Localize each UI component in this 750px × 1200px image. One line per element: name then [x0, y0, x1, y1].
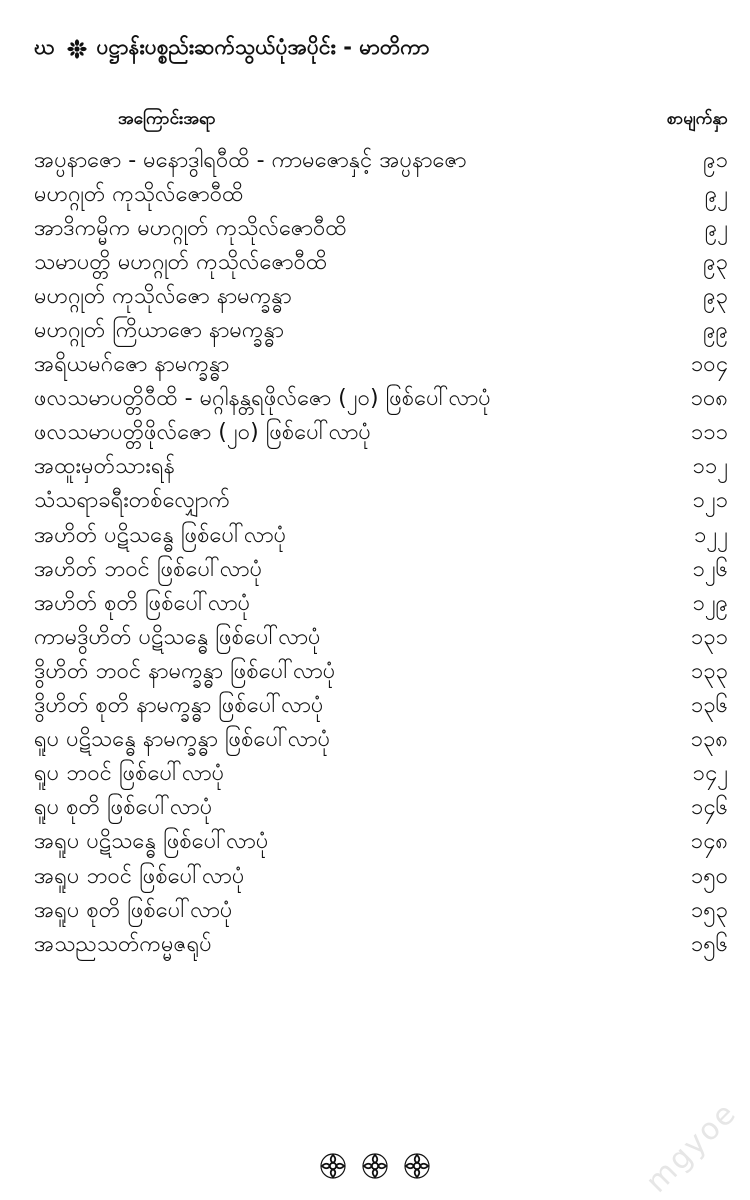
toc-entry-title: အရူပ ပဋိသန္ဓေ ဖြစ်ပေါ်လာပုံ [34, 829, 269, 855]
toc-entry [34, 894, 728, 928]
toc-entry [34, 451, 728, 485]
toc-entry-title: အာဒိကမ္မိက မဟဂ္ဂုတ် ကုသိုလ်ဇောဝီထိ [34, 215, 347, 241]
toc-entry-title: မဟဂ္ဂုတ် ကုသိုလ်ဇော နာမက္ခန္ဓာ [34, 283, 292, 309]
toc-entry-page: ၁၄၆ [690, 795, 728, 821]
toc-entry-title: မဟဂ္ဂုတ် ကြိယာဇော နာမက္ခန္ဓာ [34, 318, 284, 344]
toc-entry-title: ဖလသမာပတ္တိဖိုလ်ဇော (၂၀) ဖြစ်ပေါ်လာပုံ [34, 420, 371, 446]
toc-entry [34, 212, 728, 246]
toc-entry-title: အပ္ပနာဇော - မနောဒွါရဝီထိ - ကာမဇောနှင့် အပ္ပနာဇော [34, 147, 467, 173]
toc-entry-page: ၁၂၂ [694, 522, 728, 548]
toc-entry [34, 621, 728, 655]
toc-entry-page: ၁၃၈ [690, 727, 728, 753]
page-number: ဃ [34, 34, 55, 59]
toc-entry [34, 178, 728, 212]
contents-column-heading: အကြောင်းအရာ [118, 109, 216, 129]
toc-entry-title: မဟဂ္ဂုတ် ကုသိုလ်ဇောဝီထိ [34, 181, 244, 207]
toc-entry [34, 553, 728, 587]
page-column-heading: စာမျက်နှာ [666, 109, 728, 129]
toc-entry [34, 246, 728, 280]
flower-ornament-icon [361, 1152, 389, 1184]
toc-entry-page: ၉၂ [704, 181, 728, 207]
toc-entry-page: ၁၄၂ [692, 761, 728, 787]
toc-entry-page: ၉၂ [704, 215, 728, 241]
toc-entry-title: သမာပတ္တိ မဟဂ္ဂုတ် ကုသိုလ်ဇောဝီထိ [34, 249, 328, 275]
toc-entry [34, 519, 728, 553]
toc-entry [34, 587, 728, 621]
toc-entry-title: အရူပ ဘဝင် ဖြစ်ပေါ်လာပုံ [34, 863, 245, 889]
toc-entry [34, 314, 728, 348]
toc-entry-title: ရူပ ဘဝင် ဖြစ်ပေါ်လာပုံ [34, 761, 225, 787]
toc-entry [34, 826, 728, 860]
toc-entry-page: ၁၃၆ [690, 693, 728, 719]
toc-entry-page: ၉၃ [703, 249, 728, 275]
toc-entry [34, 383, 728, 417]
toc-entry-page: ၁၁၁ [690, 420, 728, 446]
toc-entry-title: ဒွိဟိတ် ဘဝင် နာမက္ခန္ဓာ ဖြစ်ပေါ်လာပုံ [34, 658, 336, 684]
toc-entry [34, 860, 728, 894]
toc-entry [34, 792, 728, 826]
watermark: mgyoe [639, 1095, 744, 1200]
toc-entry-title: ရူပ စုတိ ဖြစ်ပေါ်လာပုံ [34, 795, 213, 821]
footer-ornaments [0, 1152, 750, 1184]
toc-entry [34, 417, 728, 451]
toc-entry-title: သံသရာခရီးတစ်လျှောက် [34, 488, 231, 514]
flower-ornament-icon [319, 1152, 347, 1184]
toc-entry-page: ၁၃၃ [690, 658, 728, 684]
toc-entry [34, 758, 728, 792]
toc-entry [34, 928, 728, 962]
toc-entry-title: အဟိတ် စုတိ ဖြစ်ပေါ်လာပုံ [34, 590, 251, 616]
table-of-contents [34, 144, 728, 962]
toc-entry-page: ၁၃၁ [690, 624, 728, 650]
toc-entry [34, 655, 728, 689]
toc-entry [34, 280, 728, 314]
column-headings [34, 108, 728, 138]
running-header [34, 30, 728, 68]
toc-entry-title: ရူပ ပဋိသန္ဓေ နာမက္ခန္ဓာ ဖြစ်ပေါ်လာပုံ [34, 727, 331, 753]
toc-entry [34, 349, 728, 383]
toc-entry-title: အဟိတ် ပဋိသန္ဓေ ဖြစ်ပေါ်လာပုံ [34, 522, 287, 548]
toc-entry-page: ၉၃ [703, 283, 728, 309]
toc-entry-title: ဒွိဟိတ် စုတိ နာမက္ခန္ဓာ ဖြစ်ပေါ်လာပုံ [34, 693, 324, 719]
toc-entry-title: အသညသတ်ကမ္မဇရုပ် [34, 931, 212, 957]
flower-ornament-icon [403, 1152, 431, 1184]
toc-entry-page: ၁၀၄ [690, 352, 728, 378]
toc-entry [34, 724, 728, 758]
flower-ornament-icon [67, 39, 87, 59]
toc-entry-page: ၉၁ [703, 147, 728, 173]
toc-entry-page: ၁၂၁ [692, 488, 728, 514]
running-title: ပဋ္ဌာန်းပစ္စည်းဆက်သွယ်ပုံအပိုင်း - မာတိကာ [96, 34, 430, 59]
toc-entry-page: ၉၉ [703, 318, 728, 344]
toc-entry-page: ၁၄၈ [690, 829, 728, 855]
toc-entry-title: အထူးမှတ်သားရန် [34, 454, 175, 480]
toc-entry-page: ၁၁၂ [692, 454, 728, 480]
toc-entry-title: အဟိတ် ဘဝင် ဖြစ်ပေါ်လာပုံ [34, 556, 263, 582]
toc-entry-title: အရူပ စုတိ ဖြစ်ပေါ်လာပုံ [34, 897, 233, 923]
toc-entry-page: ၁၂၆ [692, 556, 728, 582]
toc-entry-page: ၁၅၆ [690, 931, 728, 957]
toc-entry-page: ၁၅၃ [690, 897, 728, 923]
toc-entry [34, 485, 728, 519]
toc-entry-page: ၁၂၉ [692, 590, 728, 616]
toc-entry [34, 690, 728, 724]
toc-entry-title: ဖလသမာပတ္တိဝီထိ - မဂ္ဂါနန္တရဖိုလ်ဇော (၂၀) ဖြစ်ပေါ်လာပုံ [34, 386, 491, 412]
toc-entry [34, 144, 728, 178]
toc-entry-page: ၁၅၀ [690, 863, 728, 889]
toc-entry-title: ကာမဒွိဟိတ် ပဋိသန္ဓေ ဖြစ်ပေါ်လာပုံ [34, 624, 321, 650]
toc-entry-title: အရိယမဂ်ဇော နာမက္ခန္ဓာ [34, 352, 230, 378]
toc-entry-page: ၁၀၈ [690, 386, 728, 412]
